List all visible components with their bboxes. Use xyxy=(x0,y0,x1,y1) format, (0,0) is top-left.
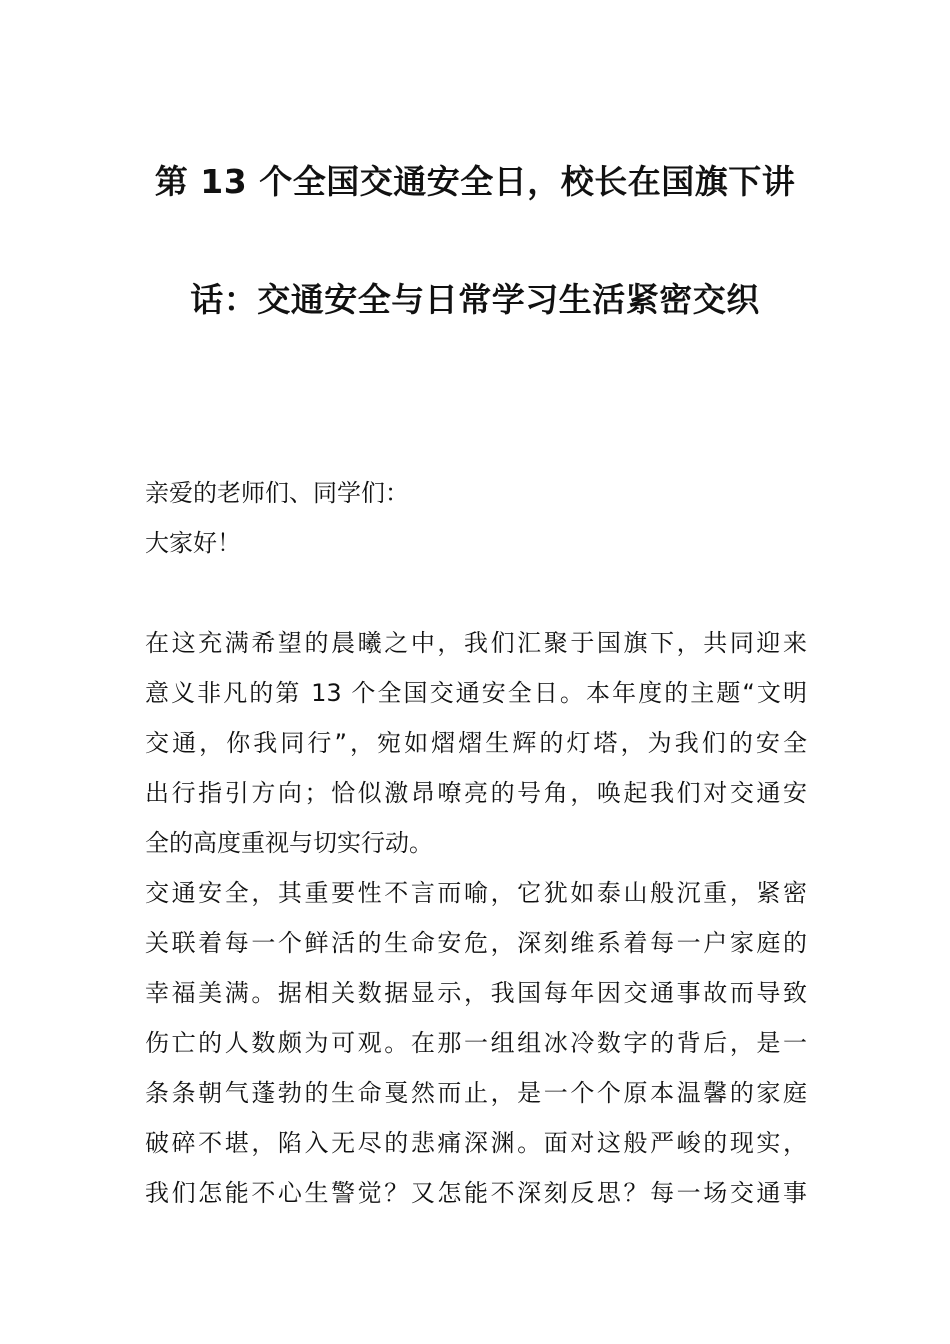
paragraph-1-line-4: 出行指引方向；恰似激昂嘹亮的号角，唤起我们对交通安 xyxy=(145,779,807,807)
salutation: 亲爱的老师们、同学们： xyxy=(145,479,409,507)
paragraph-1-line-2: 意义非凡的第 13 个全国交通安全日。本年度的主题“文明 xyxy=(145,679,807,707)
paragraph-2-line-6: 破碎不堪，陷入无尽的悲痛深渊。面对这般严峻的现实， xyxy=(145,1129,807,1157)
paragraph-2-line-5: 条条朝气蓬勃的生命戛然而止，是一个个原本温馨的家庭 xyxy=(145,1079,807,1107)
paragraph-1-line-1: 在这充满希望的晨曦之中，我们汇聚于国旗下，共同迎来 xyxy=(145,629,807,657)
paragraph-2-line-4: 伤亡的人数颇为可观。在那一组组冰冷数字的背后，是一 xyxy=(145,1029,807,1057)
paragraph-1 xyxy=(145,618,807,868)
document-title xyxy=(140,152,810,330)
document-body xyxy=(145,468,807,1218)
paragraph-2-line-2: 关联着每一个鲜活的生命安危，深刻维系着每一户家庭的 xyxy=(145,929,807,957)
greeting: 大家好！ xyxy=(145,529,241,557)
paragraph-2-line-1: 交通安全，其重要性不言而喻，它犹如泰山般沉重，紧密 xyxy=(145,879,807,907)
paragraph-spacer xyxy=(145,568,807,618)
paragraph-2-line-3: 幸福美满。据相关数据显示，我国每年因交通事故而导致 xyxy=(145,979,807,1007)
paragraph-1-line-3: 交通，你我同行”，宛如熠熠生辉的灯塔，为我们的安全 xyxy=(145,729,807,757)
paragraph-2 xyxy=(145,868,807,1218)
title-line-2: 话：交通安全与日常学习生活紧密交织 xyxy=(190,280,760,319)
paragraph-1-line-5: 全的高度重视与切实行动。 xyxy=(145,829,433,857)
title-line-1: 第 13 个全国交通安全日，校长在国旗下讲 xyxy=(154,162,796,201)
paragraph-2-line-7: 我们怎能不心生警觉？又怎能不深刻反思？每一场交通事 xyxy=(145,1179,807,1207)
